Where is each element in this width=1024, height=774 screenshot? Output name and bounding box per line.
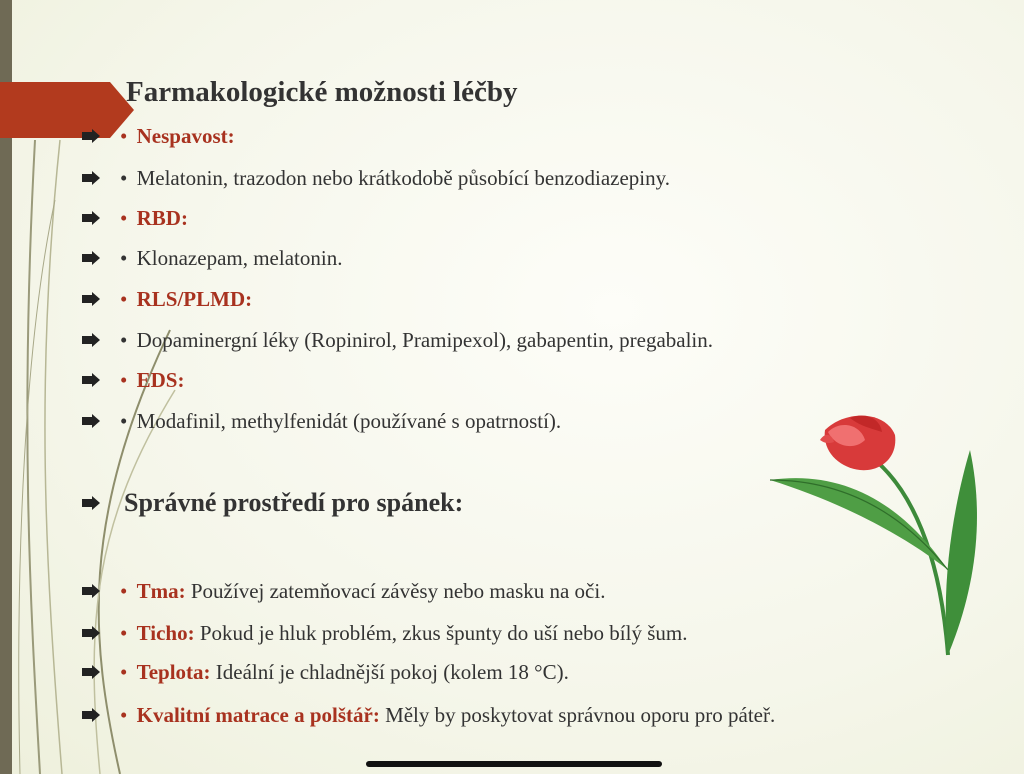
home-indicator-bar[interactable]: [366, 761, 662, 767]
arrow-bullet-icon: [82, 211, 100, 225]
category-label: RBD:: [136, 205, 188, 230]
env-text: Měly by poskytovat správnou oporu pro páteř.: [379, 702, 776, 727]
item-text: Modafinil, methylfenidát (používané s opatrností).: [136, 408, 562, 433]
arrow-bullet-icon: [82, 665, 100, 679]
arrow-bullet-icon: [82, 414, 100, 428]
arrow-bullet-icon: [82, 626, 100, 640]
arrow-bullet-icon: [82, 333, 100, 347]
list-item: • Dopaminergní léky (Ropinirol, Pramipexol), gabapentin, pregabalin.: [82, 325, 713, 355]
arrow-bullet-icon: [82, 496, 100, 510]
category-label: Nespavost:: [136, 123, 235, 148]
arrow-bullet-icon: [82, 251, 100, 265]
list-item: • RBD:: [82, 203, 188, 233]
list-item: • Nespavost:: [82, 121, 235, 151]
env-label: Kvalitní matrace a polštář:: [136, 702, 380, 727]
env-label: Tma:: [136, 578, 186, 603]
arrow-bullet-icon: [82, 708, 100, 722]
item-text: Klonazepam, melatonin.: [136, 245, 343, 270]
tulip-illustration: [770, 410, 985, 660]
env-label: Teplota:: [136, 659, 211, 684]
category-label: RLS/PLMD:: [136, 286, 253, 311]
arrow-bullet-icon: [82, 584, 100, 598]
item-text: Melatonin, trazodon nebo krátkodobě působící benzodiazepiny.: [136, 165, 671, 190]
env-text: Ideální je chladnější pokoj (kolem 18 °C).: [210, 659, 569, 684]
list-item: • Klonazepam, melatonin.: [82, 243, 342, 273]
list-item: • Kvalitní matrace a polštář: Měly by poskytovat správnou oporu pro páteř.: [82, 700, 775, 730]
arrow-bullet-icon: [82, 292, 100, 306]
category-label: EDS:: [136, 367, 185, 392]
arrow-bullet-icon: [82, 373, 100, 387]
item-text: Dopaminergní léky (Ropinirol, Pramipexol), gabapentin, pregabalin.: [136, 327, 714, 352]
list-item: • Melatonin, trazodon nebo krátkodobě působící benzodiazepiny.: [82, 163, 670, 193]
list-item: • Teplota: Ideální je chladnější pokoj (kolem 18 °C).: [82, 657, 569, 687]
slide-title: Farmakologické možnosti léčby: [126, 76, 518, 108]
section-title: Správné prostředí pro spánek:: [124, 488, 464, 517]
list-item: • Modafinil, methylfenidát (používané s opatrností).: [82, 406, 561, 436]
arrow-bullet-icon: [82, 129, 100, 143]
env-label: Ticho:: [136, 620, 195, 645]
env-text: Pokud je hluk problém, zkus špunty do uší nebo bílý šum.: [194, 620, 688, 645]
list-item: • Tma: Používej zatemňovací závěsy nebo masku na oči.: [82, 576, 605, 606]
list-item: • RLS/PLMD:: [82, 284, 252, 314]
env-text: Používej zatemňovací závěsy nebo masku na oči.: [185, 578, 606, 603]
list-item: • EDS:: [82, 365, 184, 395]
section-heading-row: [82, 488, 120, 518]
list-item: • Ticho: Pokud je hluk problém, zkus špunty do uší nebo bílý šum.: [82, 618, 687, 648]
arrow-bullet-icon: [82, 171, 100, 185]
